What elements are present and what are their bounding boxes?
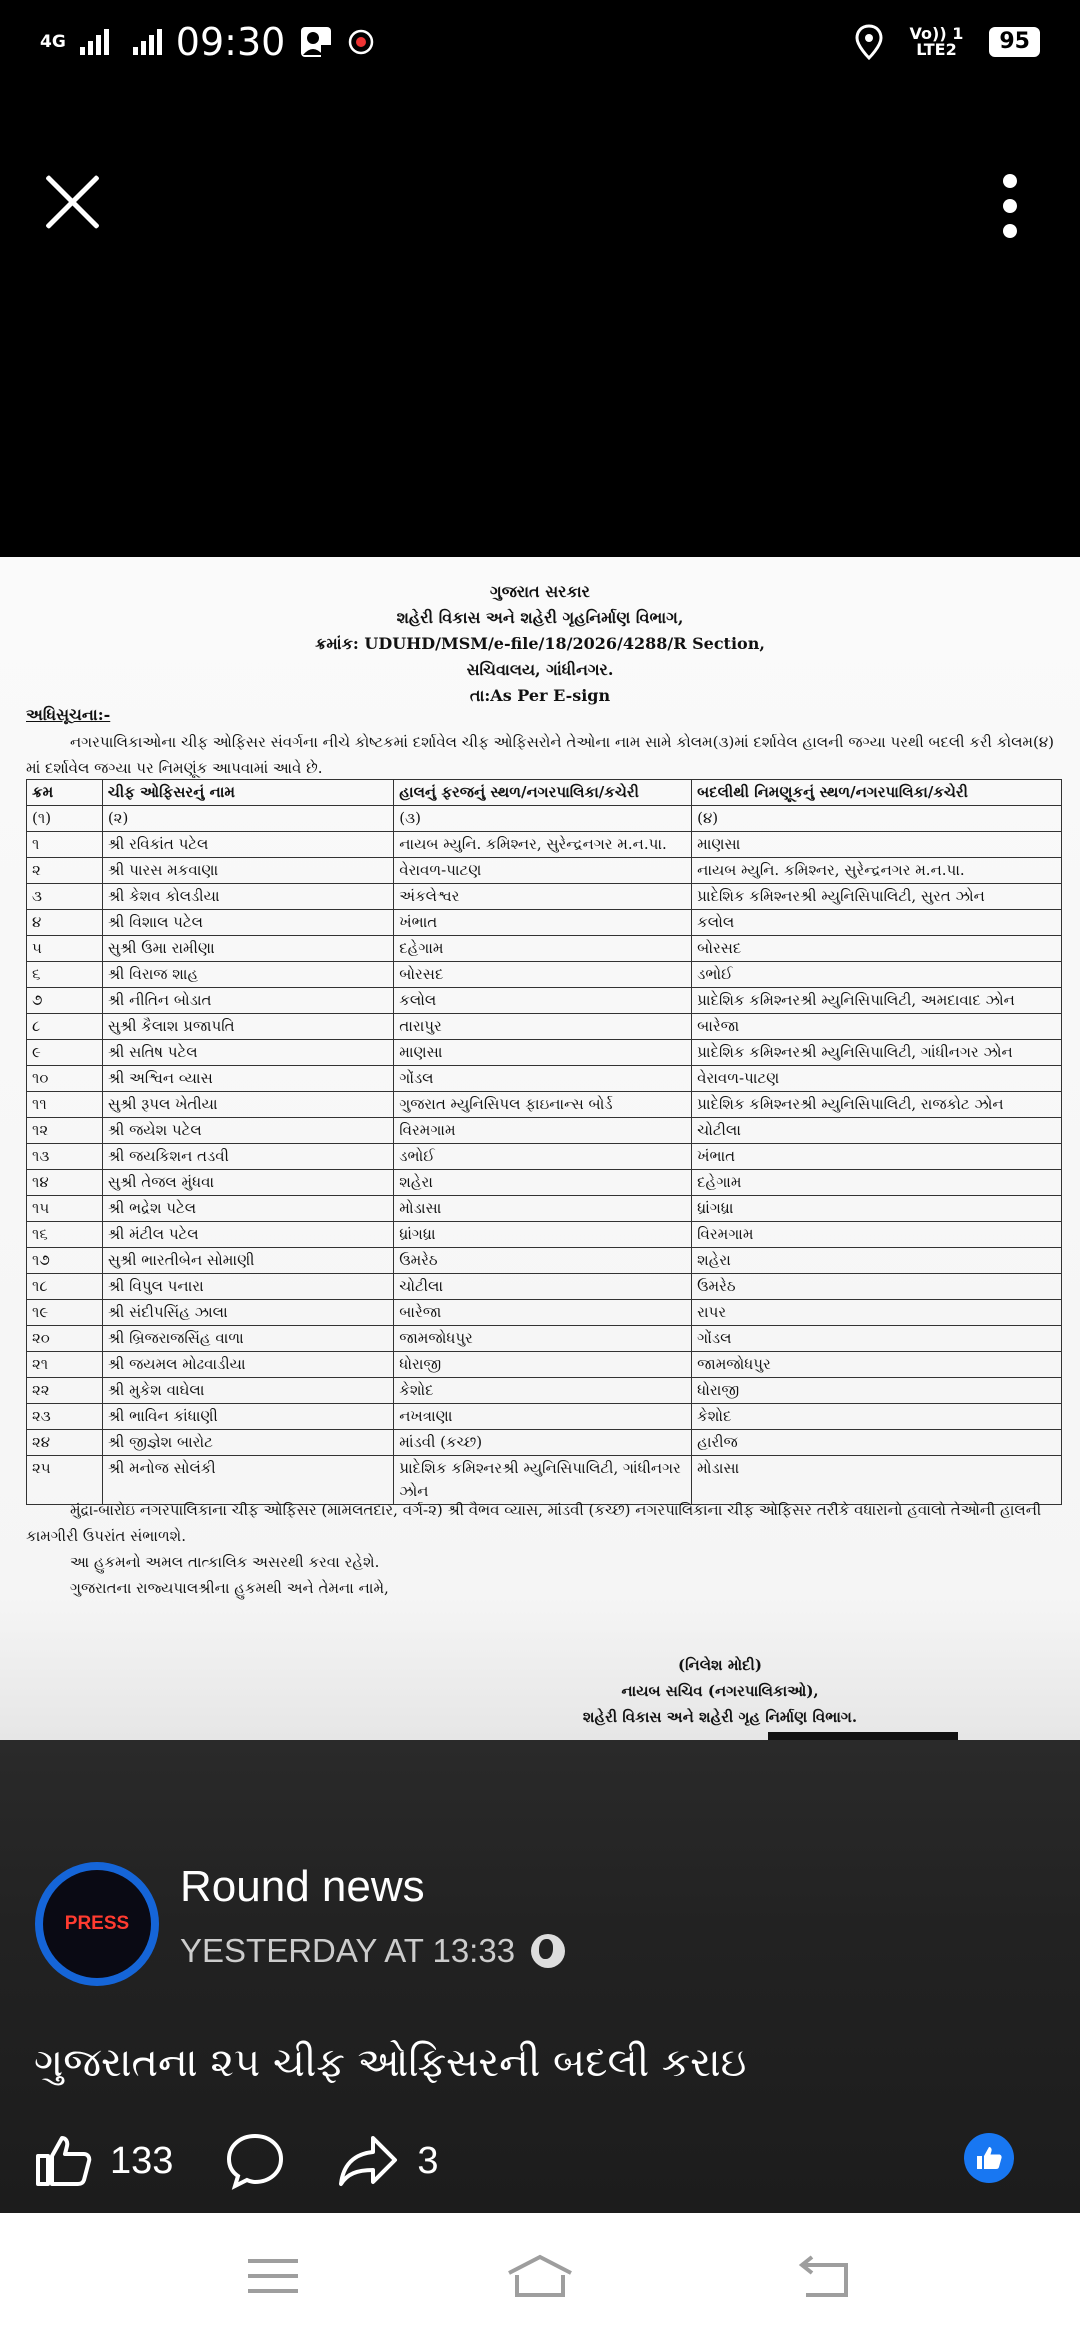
- table-row: [27, 1196, 1062, 1222]
- post-info: [0, 1740, 1080, 2213]
- like-button[interactable]: [34, 2134, 173, 2188]
- column-number-row: [27, 806, 1062, 832]
- system-nav-bar: [0, 2213, 1080, 2340]
- table-cell: માંડવી (કચ્છ): [394, 1430, 692, 1456]
- table-cell: ૧૭: [27, 1248, 103, 1274]
- table-header-row: [27, 780, 1062, 806]
- location-icon: [854, 24, 884, 60]
- viewer-controls: [0, 160, 1080, 240]
- table-cell: દહેગામ: [692, 1170, 1062, 1196]
- table-cell: ડભોઈ: [692, 962, 1062, 988]
- table-cell: ધ્રાંગધ્રા: [394, 1222, 692, 1248]
- table-cell: ૧૪: [27, 1170, 103, 1196]
- share-count: 3: [417, 2139, 439, 2182]
- table-cell: ખંભાત: [692, 1144, 1062, 1170]
- table-cell: ૭: [27, 988, 103, 1014]
- table-cell: ૨૨: [27, 1378, 103, 1404]
- table-cell: સુશ્રી રૂપલ ખેતીયા: [102, 1092, 393, 1118]
- table-cell: ૧૦: [27, 1066, 103, 1092]
- table-cell: શ્રી અશ્વિન વ્યાસ: [102, 1066, 393, 1092]
- table-cell: ૨૩: [27, 1404, 103, 1430]
- menu-icon[interactable]: [244, 2251, 304, 2301]
- notification-label: અધિસૂચના:-: [26, 705, 111, 724]
- table-cell: સુશ્રી ભારતીબેન સોમાણી: [102, 1248, 393, 1274]
- notification-paragraph: નગરપાલિકાઓના ચીફ ઓફિસર સંવર્ગના નીચે કોષ્ટકમાં દર્શાવેલ ચીફ ઓફિસરોને તેઓના નામ સામે કોલમ(૩)માં દર્શાવેલ હાલની જગ્યા પરથી બદલી કરી કોલમ(૪) માં દર્શાવેલ જગ્યા પર નિમણૂંક આપવામાં આવે છે.: [26, 733, 1055, 777]
- header-line: ગુજરાત સરકાર: [490, 582, 590, 601]
- table-cell: ધોરાજી: [394, 1352, 692, 1378]
- table-row: [27, 1248, 1062, 1274]
- table-cell: ખંભાત: [394, 910, 692, 936]
- table-cell: શ્રી જયમલ મોઢવાડીયા: [102, 1352, 393, 1378]
- post-actions: [34, 2128, 1054, 2194]
- table-row: [27, 988, 1062, 1014]
- table-row: [27, 1144, 1062, 1170]
- share-button[interactable]: [337, 2134, 438, 2188]
- more-vertical-icon[interactable]: [990, 174, 1030, 238]
- back-icon[interactable]: [796, 2251, 856, 2301]
- table-cell: કેશોદ: [692, 1404, 1062, 1430]
- table-cell: ચોટીલા: [394, 1274, 692, 1300]
- contact-icon: [299, 25, 333, 59]
- home-icon[interactable]: [505, 2251, 575, 2301]
- table-row: [27, 1092, 1062, 1118]
- table-cell: સુશ્રી ઉમા રામીણા: [102, 936, 393, 962]
- table-cell: શ્રી જયેશ પટેલ: [102, 1118, 393, 1144]
- table-cell: મોડાસા: [394, 1196, 692, 1222]
- table-cell: જામજોધપુર: [394, 1326, 692, 1352]
- column-number: (૪): [692, 806, 1062, 832]
- thumbs-up-icon: [34, 2134, 92, 2188]
- table-cell: ગોંડલ: [394, 1066, 692, 1092]
- signature-block: [460, 1652, 980, 1730]
- table-cell: શ્રી મનોજ સોલંકી: [102, 1456, 393, 1505]
- reaction-like-icon[interactable]: [964, 2133, 1014, 2183]
- governor-order-text: ગુજરાતના રાજ્યપાલશ્રીના હુકમથી અને તેમના નામે,: [70, 1579, 389, 1597]
- table-cell: બોરસદ: [692, 936, 1062, 962]
- table-cell: શ્રી ભદ્રેશ પટેલ: [102, 1196, 393, 1222]
- table-cell: ૧૫: [27, 1196, 103, 1222]
- table-cell: ૨૧: [27, 1352, 103, 1378]
- table-cell: નાયબ મ્યુનિ. કમિશ્નર, સુરેન્દ્રનગર મ.ન.પા.: [394, 832, 692, 858]
- table-cell: મોડાસા: [692, 1456, 1062, 1505]
- table-cell: શ્રી સંદીપસિંહ ઝાલા: [102, 1300, 393, 1326]
- table-cell: શ્રી વિશાલ પટેલ: [102, 910, 393, 936]
- table-cell: શ્રી સતિષ પટેલ: [102, 1040, 393, 1066]
- share-icon: [337, 2134, 399, 2188]
- table-cell: શ્રી વિરાજ શાહ: [102, 962, 393, 988]
- table-row: [27, 1300, 1062, 1326]
- table-cell: શ્રી મંટીલ પટેલ: [102, 1222, 393, 1248]
- table-cell: પ્રાદેશિક કમિશ્નરશ્રી મ્યુનિસિપાલિટી, સુરત ઝોન: [692, 884, 1062, 910]
- table-row: [27, 1040, 1062, 1066]
- table-cell: શ્રી ભાવિન કાંધાણી: [102, 1404, 393, 1430]
- post-caption: ગુજરાતના ૨૫ ચીફ ઓફિસરની બદલી કરાઇ: [34, 2040, 747, 2086]
- table-cell: જામજોધપુર: [692, 1352, 1062, 1378]
- table-cell: વિરમગામ: [692, 1222, 1062, 1248]
- column-number: (૧): [27, 806, 103, 832]
- table-cell: ૨૫: [27, 1456, 103, 1505]
- globe-icon: [531, 1934, 565, 1968]
- scrollbar: [768, 1732, 958, 1740]
- avatar-inner: [43, 1870, 151, 1978]
- table-row: [27, 910, 1062, 936]
- table-cell: ૧૬: [27, 1222, 103, 1248]
- table-cell: ૯: [27, 1040, 103, 1066]
- page-name[interactable]: Round news: [180, 1862, 425, 1911]
- document-photo[interactable]: [0, 557, 1080, 1740]
- table-cell: ૪: [27, 910, 103, 936]
- table-cell: ૧૧: [27, 1092, 103, 1118]
- table-cell: બારેજા: [394, 1300, 692, 1326]
- network-type: 4G: [40, 31, 66, 52]
- signatory-name: (નિલેશ મોદી): [678, 1656, 762, 1674]
- table-cell: શ્રી વિપુલ પનારા: [102, 1274, 393, 1300]
- table-cell: ૧૩: [27, 1144, 103, 1170]
- table-cell: ધ્રાંગધ્રા: [692, 1196, 1062, 1222]
- table-cell: કલોલ: [394, 988, 692, 1014]
- column-number: (૨): [102, 806, 393, 832]
- status-time: 09:30: [175, 20, 286, 64]
- table-cell: ચોટીલા: [692, 1118, 1062, 1144]
- table-row: [27, 1326, 1062, 1352]
- post-time-text: YESTERDAY AT 13:33: [180, 1932, 516, 1969]
- table-cell: પ્રાદેશિક કમિશ્નરશ્રી મ્યુનિસિપાલિટી, અમદાવાદ ઝોન: [692, 988, 1062, 1014]
- table-row: [27, 1430, 1062, 1456]
- table-cell: સુશ્રી તેજલ મુંધવા: [102, 1170, 393, 1196]
- table-row: [27, 1222, 1062, 1248]
- notification-icon: [347, 28, 375, 56]
- table-row: [27, 1378, 1062, 1404]
- signal-icon: [80, 29, 109, 55]
- table-cell: ઉમરેઠ: [692, 1274, 1062, 1300]
- battery-icon: 95: [989, 27, 1040, 57]
- table-cell: બારેજા: [692, 1014, 1062, 1040]
- table-cell: શ્રી જીજ્ઞેશ બારોટ: [102, 1430, 393, 1456]
- table-cell: ધોરાજી: [692, 1378, 1062, 1404]
- table-cell: પ્રાદેશિક કમિશ્નરશ્રી મ્યુનિસિપાલિટી, રાજકોટ ઝોન: [692, 1092, 1062, 1118]
- table-cell: શ્રી જયકિશન તડવી: [102, 1144, 393, 1170]
- table-row: [27, 1274, 1062, 1300]
- signal-icon: [133, 29, 162, 55]
- table-cell: તારાપુર: [394, 1014, 692, 1040]
- table-cell: શહેરા: [692, 1248, 1062, 1274]
- table-cell: શ્રી મુકેશ વાઘેલા: [102, 1378, 393, 1404]
- comment-icon: [225, 2132, 285, 2190]
- table-cell: શ્રી પારસ મકવાણા: [102, 858, 393, 884]
- close-icon[interactable]: [40, 170, 104, 234]
- table-cell: શ્રી નીતિન બોડાત: [102, 988, 393, 1014]
- header-line: ક્રમાંક: UDUHD/MSM/e-file/18/2026/4288/R Section,: [315, 634, 765, 653]
- table-cell: ૧૮: [27, 1274, 103, 1300]
- table-cell: અંકલેશ્વર: [394, 884, 692, 910]
- volte-icon: Vo)) 1 LTE2: [909, 24, 964, 59]
- header-line: સચિવાલય, ગાંધીનગર.: [466, 660, 614, 679]
- comment-button[interactable]: [225, 2132, 285, 2190]
- table-cell: શ્રી બ્રિજરાજસિંહ વાળા: [102, 1326, 393, 1352]
- table-cell: ૧૨: [27, 1118, 103, 1144]
- table-row: [27, 1404, 1062, 1430]
- header-line: શહેરી વિકાસ અને શહેરી ગૃહનિર્માણ વિભાગ,: [396, 608, 684, 627]
- table-cell: ૨૪: [27, 1430, 103, 1456]
- table-row: [27, 1170, 1062, 1196]
- table-header-cell: ચીફ ઓફિસરનું નામ: [102, 780, 393, 806]
- table-cell: ૩: [27, 884, 103, 910]
- avatar[interactable]: [35, 1862, 159, 1986]
- table-row: [27, 884, 1062, 910]
- table-cell: શહેરા: [394, 1170, 692, 1196]
- table-cell: વેરાવળ-પાટણ: [692, 1066, 1062, 1092]
- document-header: [0, 557, 1080, 709]
- table-cell: ૨૦: [27, 1326, 103, 1352]
- additional-charge-text: મુંદ્રા-બારોઇ નગરપાલિકાના ચીફ ઓફિસર (મામલતદાર, વર્ગ-૨) શ્રી વૈભવ વ્યાસ, માંડવી (કચ્છ) નગરપાલિકાના ચીફ ઓફિસર તરીકે વધારાનો હવાલો તેઓની હાલની કામગીરી ઉપરાંત સંભાળશે.: [26, 1501, 1042, 1545]
- table-cell: દહેગામ: [394, 936, 692, 962]
- table-row: [27, 962, 1062, 988]
- table-cell: રાપર: [692, 1300, 1062, 1326]
- avatar-label: PRESS: [64, 1913, 130, 1934]
- post-timestamp[interactable]: [180, 1932, 565, 1970]
- signatory-department: શહેરી વિકાસ અને શહેરી ગૃહ નિર્માણ વિભાગ.: [582, 1708, 858, 1726]
- column-number: (૩): [394, 806, 692, 832]
- table-cell: પ્રાદેશિક કમિશ્નરશ્રી મ્યુનિસિપાલિટી, ગાંધીનગર ઝોન: [394, 1456, 692, 1505]
- status-bar: [0, 0, 1080, 84]
- table-row: [27, 1118, 1062, 1144]
- table-cell: ૧૯: [27, 1300, 103, 1326]
- table-cell: નાયબ મ્યુનિ. કમિશ્નર, સુરેન્દ્રનગર મ.ન.પા.: [692, 858, 1062, 884]
- table-cell: ડભોઈ: [394, 1144, 692, 1170]
- table-cell: ગુજરાત મ્યુનિસિપલ ફાઇનાન્સ બોર્ડ: [394, 1092, 692, 1118]
- table-row: [27, 858, 1062, 884]
- table-cell: માણસા: [692, 832, 1062, 858]
- table-cell: ૮: [27, 1014, 103, 1040]
- effect-text: આ હુકમનો અમલ તાત્કાલિક અસરથી કરવા રહેશે.: [70, 1553, 380, 1571]
- table-cell: વેરાવળ-પાટણ: [394, 858, 692, 884]
- table-cell: નખત્રાણા: [394, 1404, 692, 1430]
- table-cell: શ્રી રવિકાંત પટેલ: [102, 832, 393, 858]
- table-header-cell: ક્રમ: [27, 780, 103, 806]
- table-body: [27, 832, 1062, 1505]
- table-row: [27, 1066, 1062, 1092]
- table-cell: કેશોદ: [394, 1378, 692, 1404]
- transfer-table: [26, 779, 1062, 1505]
- table-cell: કલોલ: [692, 910, 1062, 936]
- table-row: [27, 1014, 1062, 1040]
- document-footer-text: [26, 1497, 1062, 1601]
- table-cell: સુશ્રી કૈલાશ પ્રજાપતિ: [102, 1014, 393, 1040]
- table-cell: વિરમગામ: [394, 1118, 692, 1144]
- table-cell: ગોંડલ: [692, 1326, 1062, 1352]
- table-cell: ૫: [27, 936, 103, 962]
- table-cell: પ્રાદેશિક કમિશ્નરશ્રી મ્યુનિસિપાલિટી, ગાંધીનગર ઝોન: [692, 1040, 1062, 1066]
- table-cell: માણસા: [394, 1040, 692, 1066]
- table-cell: ૨: [27, 858, 103, 884]
- table-cell: બોરસદ: [394, 962, 692, 988]
- table-cell: હારીજ: [692, 1430, 1062, 1456]
- like-count: 133: [110, 2139, 174, 2182]
- header-line: તા:As Per E-sign: [469, 686, 611, 705]
- table-header-cell: બદલીથી નિમણૂકનું સ્થળ/નગરપાલિકા/કચેરી: [692, 780, 1062, 806]
- table-row: [27, 1352, 1062, 1378]
- table-cell: ૧: [27, 832, 103, 858]
- table-cell: ઉમરેઠ: [394, 1248, 692, 1274]
- table-row: [27, 832, 1062, 858]
- table-cell: શ્રી કેશવ કોલડીયા: [102, 884, 393, 910]
- table-row: [27, 936, 1062, 962]
- signatory-designation: નાયબ સચિવ (નગરપાલિકાઓ),: [621, 1682, 819, 1700]
- table-cell: ૬: [27, 962, 103, 988]
- table-header-cell: હાલનું ફરજનું સ્થળ/નગરપાલિકા/કચેરી: [394, 780, 692, 806]
